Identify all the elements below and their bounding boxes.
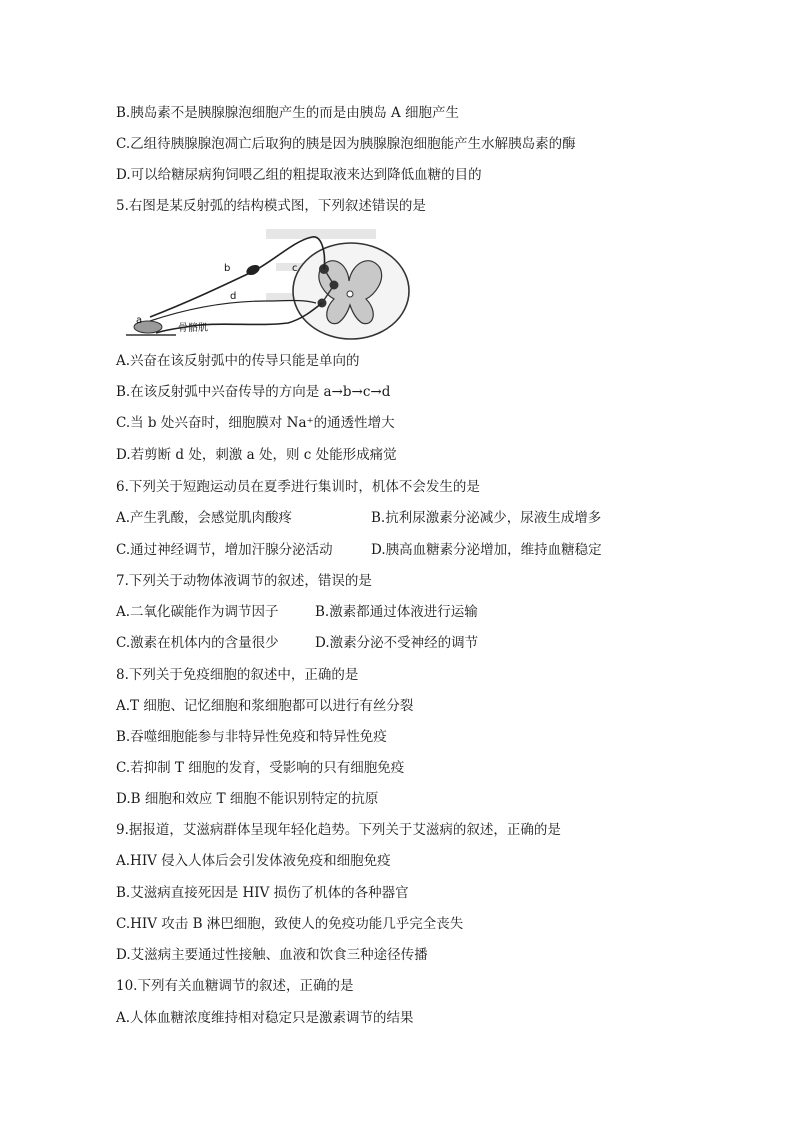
q6-option-b: B.抗利尿激素分泌减少，尿液生成增多 <box>371 510 602 526</box>
q7-stem: 7.下列关于动物体液调节的叙述，错误的是 <box>116 573 372 589</box>
q5-stem: 5.右图是某反射弧的结构模式图，下列叙述错误的是 <box>116 198 426 214</box>
q8-option-b: B.吞噬细胞能参与非特异性免疫和特异性免疫 <box>116 729 387 745</box>
reflex-arc-diagram <box>116 223 412 341</box>
q6-option-c: C.通过神经调节，增加汗腺分泌活动 <box>116 542 333 558</box>
q9-stem: 9.据报道，艾滋病群体呈现年轻化趋势。下列关于艾滋病的叙述，正确的是 <box>116 822 561 838</box>
q7-option-b: B.激素都通过体液进行运输 <box>315 604 478 620</box>
q6-option-a: A.产生乳酸，会感觉肌肉酸疼 <box>116 510 293 526</box>
q9-option-b: B.艾滋病直接死因是 HIV 损伤了机体的各种器官 <box>116 885 409 901</box>
label-b: b <box>224 263 231 274</box>
label-c: c <box>292 263 298 274</box>
q5-option-d: D.若剪断 d 处，刺激 a 处，则 c 处能形成痛觉 <box>116 447 397 463</box>
q5-option-a: A.兴奋在该反射弧中的传导只能是单向的 <box>116 353 360 369</box>
q8-option-a: A.T 细胞、记忆细胞和浆细胞都可以进行有丝分裂 <box>116 698 414 714</box>
q10-stem: 10.下列有关血糖调节的叙述，正确的是 <box>116 978 354 994</box>
q5-option-b: B.在该反射弧中兴奋传导的方向是 a→b→c→d <box>116 384 391 400</box>
q4-option-d: D.可以给糖尿病狗饲喂乙组的粗提取液来达到降低血糖的目的 <box>116 167 482 183</box>
q8-option-c: C.若抑制 T 细胞的发育，受影响的只有细胞免疫 <box>116 760 405 776</box>
q7-option-d: D.激素分泌不受神经的调节 <box>315 635 479 651</box>
q5-option-c: C.当 b 处兴奋时，细胞膜对 Na⁺的通透性增大 <box>116 415 395 431</box>
q6-option-d: D.胰高血糖素分泌增加，维持血糖稳定 <box>371 542 602 558</box>
q9-option-c: C.HIV 攻击 B 淋巴细胞，致使人的免疫功能几乎完全丧失 <box>116 916 464 932</box>
q4-option-b: B.胰岛素不是胰腺腺泡细胞产生的而是由胰岛 A 细胞产生 <box>116 105 460 121</box>
q9-option-d: D.艾滋病主要通过性接触、血液和饮食三种途径传播 <box>116 947 428 963</box>
q10-option-a: A.人体血糖浓度维持相对稳定只是激素调节的结果 <box>116 1010 414 1026</box>
label-skeletal-muscle: 骨骼肌 <box>178 323 208 334</box>
q8-option-d: D.B 细胞和效应 T 细胞不能识别特定的抗原 <box>116 791 379 807</box>
q8-stem: 8.下列关于免疫细胞的叙述中，正确的是 <box>116 667 359 683</box>
label-d: d <box>230 291 237 302</box>
reflex-arc-figure <box>116 223 412 341</box>
label-a: a <box>136 315 143 326</box>
q9-option-a: A.HIV 侵入人体后会引发体液免疫和细胞免疫 <box>116 853 391 869</box>
q4-option-c: C.乙组待胰腺腺泡凋亡后取狗的胰是因为胰腺腺泡细胞能产生水解胰岛素的酶 <box>116 136 576 152</box>
q7-option-c: C.激素在机体内的含量很少 <box>116 635 279 651</box>
q6-stem: 6.下列关于短跑运动员在夏季进行集训时，机体不会发生的是 <box>116 479 480 495</box>
q7-option-a: A.二氧化碳能作为调节因子 <box>116 604 279 620</box>
